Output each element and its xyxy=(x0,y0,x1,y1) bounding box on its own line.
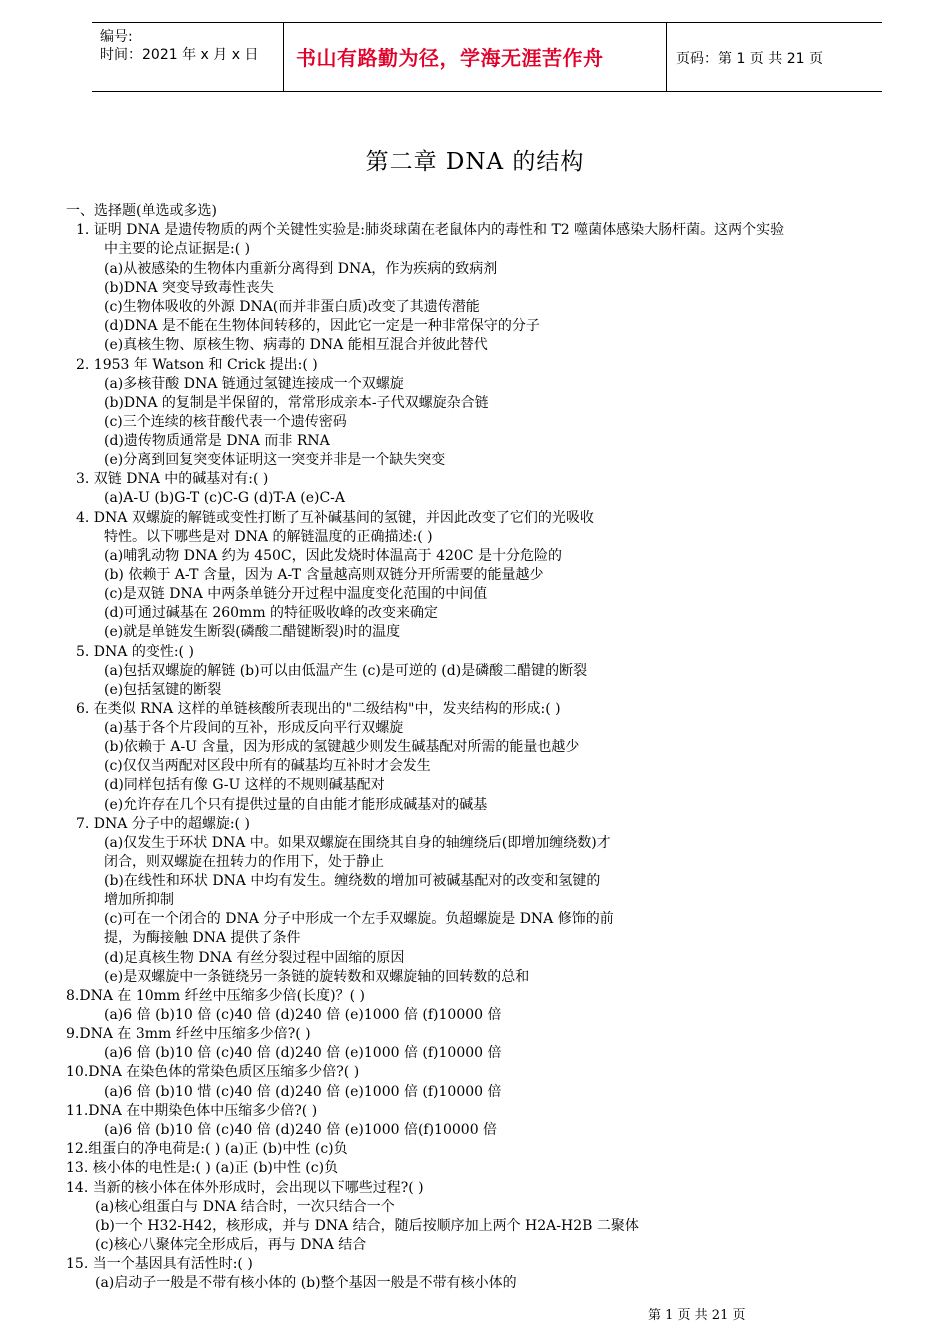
text-line: (a)基于各个片段间的互补，形成反向平行双螺旋 xyxy=(104,720,404,736)
text-line: (a)包括双螺旋的解链 (b)可以由低温产生 (c)是可逆的 (d)是磷酸二醋键的断裂 xyxy=(104,663,588,679)
text-line: 12.组蛋白的净电荷是:( ) (a)正 (b)中性 (c)负 xyxy=(66,1141,348,1157)
text-line: (e)允许存在几个只有提供过量的自由能才能形成碱基对的碱基 xyxy=(104,797,488,813)
text-line: 闭合，则双螺旋在扭转力的作用下，处于静止 xyxy=(104,854,384,870)
text-line: (b)一个 H32-H42，核形成，并与 DNA 结合，随后按顺序加上两个 H2A-H2B 二聚体 xyxy=(95,1218,639,1234)
text-line: (a)多核苷酸 DNA 链通过氢键连接成一个双螺旋 xyxy=(104,376,404,392)
text-line: (e)是双螺旋中一条链绕另一条链的旋转数和双螺旋轴的回转数的总和 xyxy=(104,969,530,985)
chapter-title: 第二章 DNA 的结构 xyxy=(365,149,585,175)
document-code-label: 编号: xyxy=(100,29,133,45)
header-divider xyxy=(283,23,284,91)
text-line: 14. 当新的核小体在体外形成时，会出现以下哪些过程?( ) xyxy=(66,1180,424,1196)
text-line: (c)生物体吸收的外源 DNA(而并非蛋白质)改变了其遗传潜能 xyxy=(104,299,480,315)
text-line: (a)6 倍 (b)10 惜 (c)40 倍 (d)240 倍 (e)1000 倍 (f)10000 倍 xyxy=(104,1084,502,1100)
text-line: (c)核心八聚体完全形成后，再与 DNA 结合 xyxy=(95,1237,367,1253)
text-line: (e)分离到回复突变体证明这一突变并非是一个缺失突变 xyxy=(104,452,446,468)
text-line: (d)可通过碱基在 260mm 的特征吸收峰的改变来确定 xyxy=(104,605,439,621)
text-line: (b)DNA 突变导致毒性丧失 xyxy=(104,280,274,296)
text-line: 1. 证明 DNA 是遗传物质的两个关键性实验是:肺炎球菌在老鼠体内的毒性和 T2 噬菌体感染大肠杆菌。这两个实验 xyxy=(76,222,785,238)
text-line: (d)遗传物质通常是 DNA 而非 RNA xyxy=(104,433,330,449)
text-line: 3. 双链 DNA 中的碱基对有:( ) xyxy=(76,471,269,487)
text-line: (c)是双链 DNA 中两条单链分开过程中温度变化范围的中间值 xyxy=(104,586,488,602)
document-date-label: 时间：2021 年 x 月 x 日 xyxy=(100,47,259,63)
page-number-label: 页码：第 1 页 共 21 页 xyxy=(676,51,823,67)
text-line: 8.DNA 在 10mm 纤丝中压缩多少倍(长度)？( ) xyxy=(66,988,365,1004)
text-line: (b) 依赖于 A-T 含量，因为 A-T 含量越高则双链分开所需要的能量越少 xyxy=(104,567,544,583)
text-line: (b)DNA 的复制是半保留的，常常形成亲本-子代双螺旋杂合链 xyxy=(104,395,489,411)
text-line: 4. DNA 双螺旋的解链或变性打断了互补碱基间的氢键，并因此改变了它们的光吸收 xyxy=(76,510,594,526)
text-line: 5. DNA 的变性:( ) xyxy=(76,644,194,660)
text-line: 一、选择题(单选或多选) xyxy=(66,203,217,219)
text-line: (c)可在一个闭合的 DNA 分子中形成一个左手双螺旋。负超螺旋是 DNA 修饰的前 xyxy=(104,911,614,927)
text-line: (a)哺乳动物 DNA 约为 450C，因此发烧时体温高于 420C 是十分危险的 xyxy=(104,548,562,564)
text-line: (e)包括氢键的断裂 xyxy=(104,682,222,698)
text-line: 中主要的论点证据是:( ) xyxy=(104,241,251,257)
page-footer: 第 1 页 共 21 页 xyxy=(648,1308,746,1323)
text-line: (d)DNA 是不能在生物体间转移的，因此它一定是一种非常保守的分子 xyxy=(104,318,540,334)
text-line: 7. DNA 分子中的超螺旋:( ) xyxy=(76,816,250,832)
text-line: (a)6 倍 (b)10 倍 (c)40 倍 (d)240 倍 (e)1000 倍 (f)10000 倍 xyxy=(104,1007,502,1023)
text-line: (d)同样包括有像 G-U 这样的不规则碱基配对 xyxy=(104,777,385,793)
text-line: 特性。以下哪些是对 DNA 的解链温度的正确描述:( ) xyxy=(104,529,433,545)
text-line: (a)核心组蛋白与 DNA 结合时，一次只结合一个 xyxy=(95,1199,395,1215)
text-line: 提，为酶接触 DNA 提供了条件 xyxy=(104,930,301,946)
header-motto: 书山有路勤为径，学海无涯苦作舟 xyxy=(296,46,604,70)
text-line: (a)从被感染的生物体内重新分离得到 DNA，作为疾病的致病剂 xyxy=(104,261,498,277)
text-line: 11.DNA 在中期染色体中压缩多少倍?( ) xyxy=(66,1103,318,1119)
text-line: (e)就是单链发生断裂(磷酸二醋键断裂)时的温度 xyxy=(104,624,401,640)
text-line: (a)仅发生于环状 DNA 中。如果双螺旋在围绕其自身的轴缠绕后(即增加缠绕数)才 xyxy=(104,835,611,851)
text-line: 2. 1953 年 Watson 和 Crick 提出:( ) xyxy=(76,357,318,373)
text-line: (d)足真核生物 DNA 有丝分裂过程中固缩的原因 xyxy=(104,950,405,966)
text-line: (a)6 倍 (b)10 倍 (c)40 倍 (d)240 倍 (e)1000 倍(f)10000 倍 xyxy=(104,1122,498,1138)
text-line: 13. 核小体的电性是:( ) (a)正 (b)中性 (c)负 xyxy=(66,1160,339,1176)
text-line: 增加所抑制 xyxy=(104,892,174,908)
text-line: (a)启动子一般是不带有核小体的 (b)整个基因一般是不带有核小体的 xyxy=(95,1275,517,1291)
text-line: (c)三个连续的核苷酸代表一个遗传密码 xyxy=(104,414,347,430)
text-line: (e)真核生物、原核生物、病毒的 DNA 能相互混合并彼此替代 xyxy=(104,337,488,353)
text-line: 15. 当一个基因具有活性时:( ) xyxy=(66,1256,253,1272)
text-line: (c)仅仅当两配对区段中所有的碱基均互补时才会发生 xyxy=(104,758,431,774)
text-line: 9.DNA 在 3mm 纤丝中压缩多少倍?( ) xyxy=(66,1026,311,1042)
text-line: (a)A-U (b)G-T (c)C-G (d)T-A (e)C-A xyxy=(104,490,346,506)
text-line: (b)依赖于 A-U 含量，因为形成的氢键越少则发生碱基配对所需的能量也越少 xyxy=(104,739,580,755)
text-line: (b)在线性和环状 DNA 中均有发生。缠绕数的增加可被碱基配对的改变和氢键的 xyxy=(104,873,601,889)
text-line: (a)6 倍 (b)10 倍 (c)40 倍 (d)240 倍 (e)1000 倍 (f)10000 倍 xyxy=(104,1045,502,1061)
header-divider xyxy=(666,23,667,91)
text-line: 10.DNA 在染色体的常染色质区压缩多少倍?( ) xyxy=(66,1064,360,1080)
text-line: 6. 在类似 RNA 这样的单链核酸所表现出的"二级结构"中，发夹结构的形成:( ) xyxy=(76,701,561,717)
